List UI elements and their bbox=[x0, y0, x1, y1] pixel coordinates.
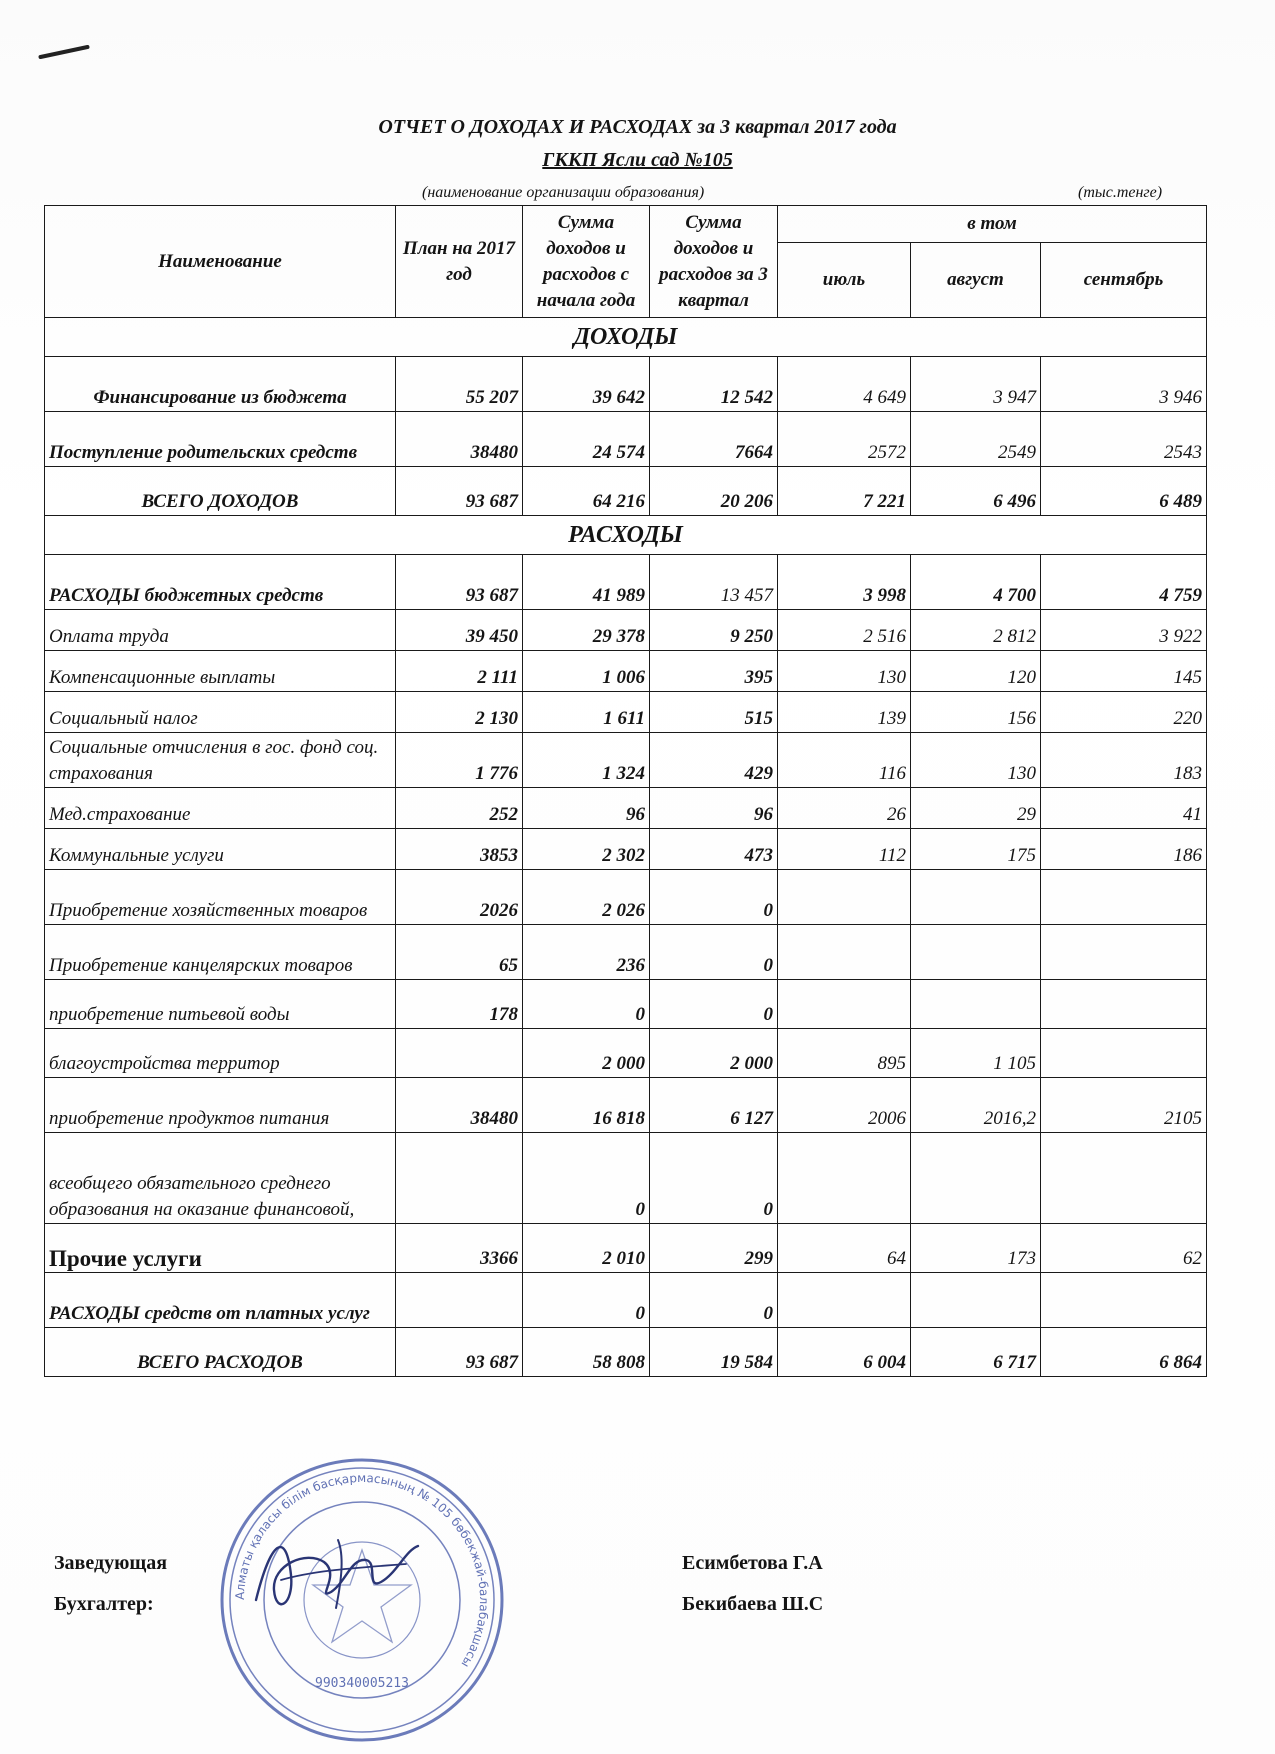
report-title: ОТЧЕТ О ДОХОДАХ И РАСХОДАХ за 3 квартал 2017 года bbox=[378, 116, 897, 138]
cell-plan: 93 687 bbox=[396, 555, 523, 610]
cell-july bbox=[778, 1133, 911, 1224]
cell-plan: 2 111 bbox=[396, 651, 523, 692]
cell-september: 62 bbox=[1041, 1224, 1207, 1273]
row-name: Коммунальные услуги bbox=[45, 829, 396, 870]
cell-july: 26 bbox=[778, 788, 911, 829]
cell-august bbox=[911, 1133, 1041, 1224]
cell-quarter: 7664 bbox=[650, 412, 778, 467]
row-name: всеобщего обязательного среднего образования на оказание финансовой, bbox=[45, 1133, 396, 1224]
cell-august: 2 812 bbox=[911, 610, 1041, 651]
organization-caption: (наименование организации образования) bbox=[422, 184, 705, 201]
header-including: в том bbox=[778, 206, 1207, 243]
row-name: РАСХОДЫ средств от платных услуг bbox=[45, 1273, 396, 1328]
cell-ytd: 41 989 bbox=[523, 555, 650, 610]
cell-plan bbox=[396, 1273, 523, 1328]
cell-plan: 93 687 bbox=[396, 1328, 523, 1377]
cell-august: 173 bbox=[911, 1224, 1041, 1273]
cell-september: 183 bbox=[1041, 733, 1207, 788]
cell-plan: 38480 bbox=[396, 412, 523, 467]
cell-september: 145 bbox=[1041, 651, 1207, 692]
cell-august: 2016,2 bbox=[911, 1078, 1041, 1133]
cell-september: 3 922 bbox=[1041, 610, 1207, 651]
cell-quarter: 19 584 bbox=[650, 1328, 778, 1377]
cell-plan: 2026 bbox=[396, 870, 523, 925]
table-row bbox=[45, 980, 1207, 1029]
cell-september: 186 bbox=[1041, 829, 1207, 870]
cell-ytd: 0 bbox=[523, 1273, 650, 1328]
head-label: Заведующая bbox=[54, 1552, 168, 1574]
cell-quarter: 0 bbox=[650, 1273, 778, 1328]
cell-ytd: 64 216 bbox=[523, 467, 650, 516]
cell-quarter: 429 bbox=[650, 733, 778, 788]
cell-quarter: 13 457 bbox=[650, 555, 778, 610]
accountant-name: Бекибаева Ш.С bbox=[682, 1593, 824, 1615]
row-name: Мед.страхование bbox=[45, 788, 396, 829]
cell-quarter: 0 bbox=[650, 980, 778, 1029]
row-name: Компенсационные выплаты bbox=[45, 651, 396, 692]
row-name: Прочие услуги bbox=[45, 1224, 396, 1273]
cell-ytd: 0 bbox=[523, 1133, 650, 1224]
cell-august bbox=[911, 925, 1041, 980]
cell-quarter: 2 000 bbox=[650, 1029, 778, 1078]
cell-july: 3 998 bbox=[778, 555, 911, 610]
row-name: благоустройства территор bbox=[45, 1029, 396, 1078]
cell-july: 64 bbox=[778, 1224, 911, 1273]
stamp-number: 990340005213 bbox=[315, 1676, 409, 1691]
section-income: ДОХОДЫ bbox=[45, 318, 1207, 357]
units-label: (тыс.тенге) bbox=[1078, 184, 1163, 201]
cell-plan: 2 130 bbox=[396, 692, 523, 733]
cell-plan: 55 207 bbox=[396, 357, 523, 412]
row-name: ВСЕГО ДОХОДОВ bbox=[45, 467, 396, 516]
table-row bbox=[45, 1328, 1207, 1377]
cell-july: 7 221 bbox=[778, 467, 911, 516]
cell-august: 120 bbox=[911, 651, 1041, 692]
cell-august: 29 bbox=[911, 788, 1041, 829]
cell-august: 3 947 bbox=[911, 357, 1041, 412]
row-name: ВСЕГО РАСХОДОВ bbox=[45, 1328, 396, 1377]
cell-july: 4 649 bbox=[778, 357, 911, 412]
table-row bbox=[45, 1078, 1207, 1133]
cell-quarter: 0 bbox=[650, 870, 778, 925]
table-row bbox=[45, 1273, 1207, 1328]
cell-ytd: 39 642 bbox=[523, 357, 650, 412]
cell-plan: 38480 bbox=[396, 1078, 523, 1133]
cell-ytd: 236 bbox=[523, 925, 650, 980]
header-month-august: август bbox=[911, 243, 1041, 318]
cell-august: 175 bbox=[911, 829, 1041, 870]
header-month-september: сентябрь bbox=[1041, 243, 1207, 318]
cell-plan: 3853 bbox=[396, 829, 523, 870]
cell-plan: 93 687 bbox=[396, 467, 523, 516]
cell-july: 895 bbox=[778, 1029, 911, 1078]
section-expense: РАСХОДЫ bbox=[45, 516, 1207, 555]
cell-september bbox=[1041, 1133, 1207, 1224]
cell-ytd: 16 818 bbox=[523, 1078, 650, 1133]
cell-quarter: 0 bbox=[650, 1133, 778, 1224]
cell-september: 6 864 bbox=[1041, 1328, 1207, 1377]
row-name: Оплата труда bbox=[45, 610, 396, 651]
cell-quarter: 395 bbox=[650, 651, 778, 692]
cell-august: 1 105 bbox=[911, 1029, 1041, 1078]
cell-plan: 1 776 bbox=[396, 733, 523, 788]
table-row bbox=[45, 925, 1207, 980]
row-name: Социальные отчисления в гос. фонд соц. страхования bbox=[45, 733, 396, 788]
stamp-text: Алматы қаласы білім басқармасының № 105 бөбекжай-балабақшасы bbox=[232, 1470, 492, 1670]
header-month-july: июль bbox=[778, 243, 911, 318]
cell-ytd: 29 378 bbox=[523, 610, 650, 651]
cell-august: 6 496 bbox=[911, 467, 1041, 516]
cell-july: 6 004 bbox=[778, 1328, 911, 1377]
cell-september: 41 bbox=[1041, 788, 1207, 829]
organization-name: ГККП Ясли сад №105 bbox=[542, 149, 733, 171]
table-row bbox=[45, 1133, 1207, 1224]
cell-september bbox=[1041, 980, 1207, 1029]
table-row bbox=[45, 610, 1207, 651]
cell-august: 2549 bbox=[911, 412, 1041, 467]
cell-july bbox=[778, 1273, 911, 1328]
cell-quarter: 0 bbox=[650, 925, 778, 980]
cell-july: 2006 bbox=[778, 1078, 911, 1133]
cell-plan: 3366 bbox=[396, 1224, 523, 1273]
cell-ytd: 0 bbox=[523, 980, 650, 1029]
table-row bbox=[45, 692, 1207, 733]
cell-plan: 178 bbox=[396, 980, 523, 1029]
cell-september bbox=[1041, 925, 1207, 980]
cell-plan: 65 bbox=[396, 925, 523, 980]
cell-quarter: 12 542 bbox=[650, 357, 778, 412]
cell-july: 112 bbox=[778, 829, 911, 870]
cell-july bbox=[778, 980, 911, 1029]
cell-plan bbox=[396, 1029, 523, 1078]
cell-quarter: 96 bbox=[650, 788, 778, 829]
table-row bbox=[45, 829, 1207, 870]
table-row bbox=[45, 357, 1207, 412]
header-quarter: Сумма доходов и расходов за 3 квартал bbox=[650, 206, 778, 318]
row-name: Финансирование из бюджета bbox=[45, 357, 396, 412]
accountant-label: Бухгалтер: bbox=[54, 1593, 154, 1615]
header-ytd: Сумма доходов и расходов с начала года bbox=[523, 206, 650, 318]
cell-august: 130 bbox=[911, 733, 1041, 788]
cell-september: 2105 bbox=[1041, 1078, 1207, 1133]
cell-ytd: 2 026 bbox=[523, 870, 650, 925]
table-row bbox=[45, 412, 1207, 467]
cell-september: 4 759 bbox=[1041, 555, 1207, 610]
cell-september: 220 bbox=[1041, 692, 1207, 733]
cell-quarter: 299 bbox=[650, 1224, 778, 1273]
table-row bbox=[45, 870, 1207, 925]
table-row bbox=[45, 1224, 1207, 1273]
cell-ytd: 2 000 bbox=[523, 1029, 650, 1078]
row-name: Поступление родительских средств bbox=[45, 412, 396, 467]
table-row bbox=[45, 651, 1207, 692]
cell-ytd: 1 324 bbox=[523, 733, 650, 788]
header-plan: План на 2017 год bbox=[396, 206, 523, 318]
cell-july: 139 bbox=[778, 692, 911, 733]
row-name: Социальный налог bbox=[45, 692, 396, 733]
cell-august bbox=[911, 1273, 1041, 1328]
cell-plan: 39 450 bbox=[396, 610, 523, 651]
report-table bbox=[44, 205, 1207, 1377]
table-row bbox=[45, 733, 1207, 788]
table-row bbox=[45, 555, 1207, 610]
cell-september bbox=[1041, 870, 1207, 925]
cell-ytd: 1 006 bbox=[523, 651, 650, 692]
row-name: Приобретение канцелярских товаров bbox=[45, 925, 396, 980]
cell-plan bbox=[396, 1133, 523, 1224]
cell-ytd: 1 611 bbox=[523, 692, 650, 733]
cell-plan: 252 bbox=[396, 788, 523, 829]
cell-ytd: 24 574 bbox=[523, 412, 650, 467]
cell-august: 156 bbox=[911, 692, 1041, 733]
cell-september: 6 489 bbox=[1041, 467, 1207, 516]
cell-quarter: 9 250 bbox=[650, 610, 778, 651]
cell-july: 116 bbox=[778, 733, 911, 788]
table-row bbox=[45, 467, 1207, 516]
cell-ytd: 96 bbox=[523, 788, 650, 829]
cell-july: 2 516 bbox=[778, 610, 911, 651]
cell-september: 2543 bbox=[1041, 412, 1207, 467]
cell-august: 4 700 bbox=[911, 555, 1041, 610]
cell-quarter: 515 bbox=[650, 692, 778, 733]
cell-september bbox=[1041, 1273, 1207, 1328]
cell-ytd: 2 302 bbox=[523, 829, 650, 870]
cell-july: 130 bbox=[778, 651, 911, 692]
cell-august bbox=[911, 870, 1041, 925]
cell-july: 2572 bbox=[778, 412, 911, 467]
cell-quarter: 6 127 bbox=[650, 1078, 778, 1133]
row-name: приобретение питьевой воды bbox=[45, 980, 396, 1029]
cell-quarter: 473 bbox=[650, 829, 778, 870]
cell-august bbox=[911, 980, 1041, 1029]
cell-july bbox=[778, 870, 911, 925]
head-name: Есимбетова Г.А bbox=[682, 1552, 823, 1574]
row-name: РАСХОДЫ бюджетных средств bbox=[45, 555, 396, 610]
header-name: Наименование bbox=[45, 206, 396, 318]
table-row bbox=[45, 788, 1207, 829]
row-name: приобретение продуктов питания bbox=[45, 1078, 396, 1133]
handwritten-signature bbox=[246, 1520, 426, 1630]
row-name: Приобретение хозяйственных товаров bbox=[45, 870, 396, 925]
cell-september bbox=[1041, 1029, 1207, 1078]
table-row bbox=[45, 1029, 1207, 1078]
cell-ytd: 2 010 bbox=[523, 1224, 650, 1273]
cell-quarter: 20 206 bbox=[650, 467, 778, 516]
cell-august: 6 717 bbox=[911, 1328, 1041, 1377]
cell-july bbox=[778, 925, 911, 980]
cell-september: 3 946 bbox=[1041, 357, 1207, 412]
cell-ytd: 58 808 bbox=[523, 1328, 650, 1377]
